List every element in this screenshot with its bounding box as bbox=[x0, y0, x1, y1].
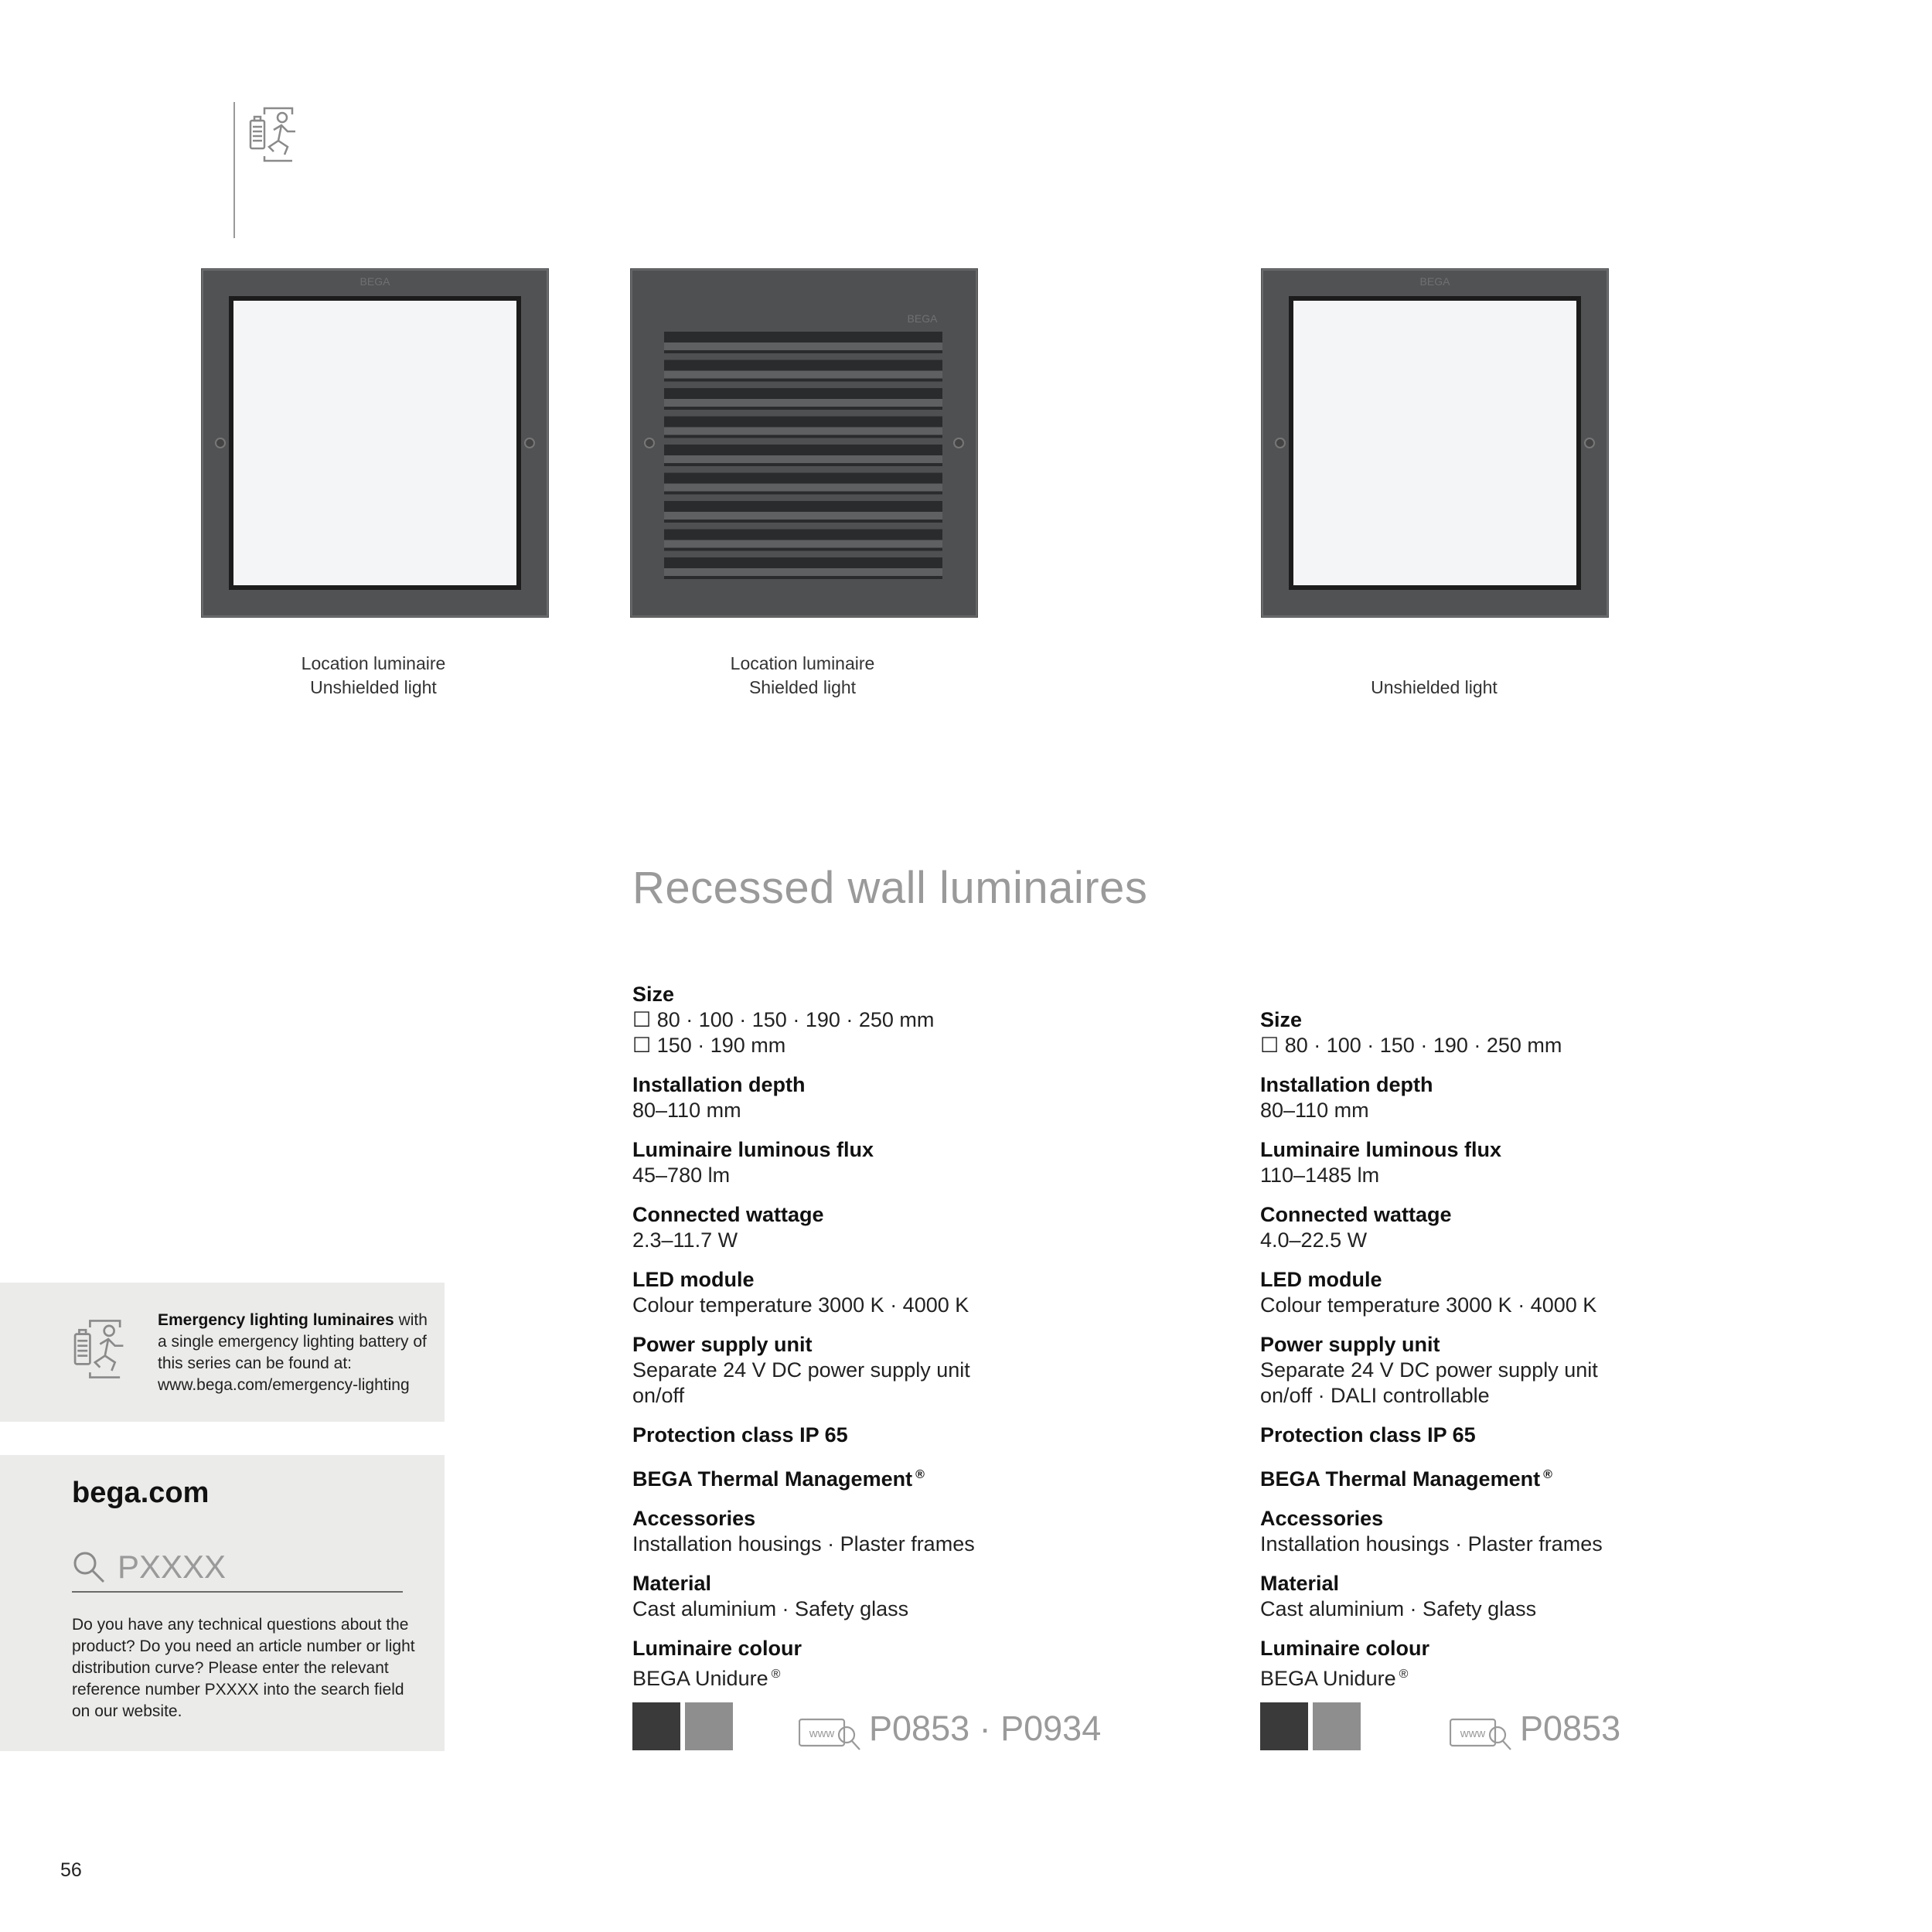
spec-value: on/off bbox=[632, 1384, 685, 1407]
section-heading: Recessed wall luminaires bbox=[632, 863, 1148, 913]
caption-line: Unshielded light bbox=[1371, 677, 1498, 697]
spec-colour bbox=[1260, 1636, 1801, 1692]
search-placeholder: PXXXX bbox=[118, 1549, 227, 1585]
website-info-text: Do you have any technical questions about the product? Do you need an article number or light distribution curve? Please enter the relevant reference number PXXXX into the search field on our website. bbox=[72, 1616, 415, 1720]
spec-thermal bbox=[1260, 1462, 1801, 1492]
emergency-lighting-icon bbox=[246, 104, 315, 165]
spec-label: Protection class IP 65 bbox=[632, 1423, 848, 1446]
spec-value: on/off · DALI controllable bbox=[1260, 1384, 1490, 1407]
emergency-info-bold: Emergency lighting luminaires bbox=[158, 1311, 394, 1329]
spec-label: Luminaire luminous flux bbox=[1260, 1138, 1502, 1161]
spec-label: Material bbox=[1260, 1572, 1340, 1595]
spec-depth bbox=[1260, 1072, 1801, 1123]
spec-value: 2.3–11.7 W bbox=[632, 1228, 738, 1252]
spec-label: Size bbox=[1260, 1008, 1303, 1031]
spec-material bbox=[632, 1571, 1174, 1622]
spec-label: Installation depth bbox=[632, 1073, 806, 1096]
colour-text: BEGA Unidure bbox=[1260, 1667, 1396, 1690]
thermal-text: BEGA Thermal Management bbox=[1260, 1467, 1541, 1491]
spec-flux bbox=[1260, 1137, 1801, 1188]
spec-value: 45–780 lm bbox=[632, 1164, 731, 1187]
spec-value: Colour temperature 3000 K · 4000 K bbox=[1260, 1293, 1597, 1317]
spec-value: Installation housings · Plaster frames bbox=[1260, 1532, 1603, 1555]
product-codes-left[interactable]: P0853 · P0934 bbox=[869, 1709, 1102, 1748]
spec-led bbox=[632, 1267, 1174, 1318]
spec-label: Luminaire colour bbox=[1260, 1637, 1430, 1660]
registered-mark: ® bbox=[915, 1468, 925, 1481]
louvre-slat bbox=[664, 540, 942, 548]
spec-value: 110–1485 lm bbox=[1260, 1164, 1380, 1187]
caption-line: Unshielded light bbox=[310, 677, 437, 697]
spec-value bbox=[632, 1661, 1174, 1692]
spec-flux bbox=[632, 1137, 1174, 1188]
spec-value: Cast aluminium · Safety glass bbox=[1260, 1597, 1537, 1620]
louvre-slat bbox=[664, 399, 942, 407]
spec-label: Connected wattage bbox=[1260, 1203, 1452, 1226]
svg-text:BEGA: BEGA bbox=[1419, 275, 1450, 288]
caption-line: Location luminaire bbox=[730, 653, 875, 673]
spec-accessories bbox=[1260, 1506, 1801, 1557]
louvre-slat bbox=[664, 371, 942, 379]
spec-ip bbox=[632, 1423, 1174, 1448]
spec-accessories bbox=[632, 1506, 1174, 1557]
swatch-silver bbox=[685, 1702, 733, 1750]
spec-value: Colour temperature 3000 K · 4000 K bbox=[632, 1293, 969, 1317]
luminaire-image-unshielded-2 bbox=[1261, 268, 1609, 618]
spec-value: 80–110 mm bbox=[632, 1099, 741, 1122]
svg-text:BEGA: BEGA bbox=[907, 312, 938, 325]
spec-label: Power supply unit bbox=[632, 1333, 813, 1356]
spec-value: Cast aluminium · Safety glass bbox=[632, 1597, 909, 1620]
spec-wattage bbox=[632, 1202, 1174, 1253]
registered-mark: ® bbox=[1399, 1668, 1409, 1681]
www-search-icon bbox=[1450, 1718, 1513, 1752]
louvre-slat bbox=[664, 455, 942, 463]
spec-label: Material bbox=[632, 1572, 712, 1595]
colour-text: BEGA Unidure bbox=[632, 1667, 768, 1690]
spec-label bbox=[1260, 1462, 1801, 1492]
search-icon bbox=[72, 1550, 106, 1584]
svg-text:www: www bbox=[1460, 1727, 1486, 1740]
louvre-slat bbox=[664, 512, 942, 520]
spec-value: ☐ 80 · 100 · 150 · 190 · 250 mm bbox=[1260, 1034, 1562, 1057]
emergency-lighting-icon bbox=[70, 1316, 145, 1382]
spec-depth bbox=[632, 1072, 1174, 1123]
caption-line: Shielded light bbox=[748, 677, 857, 697]
emergency-info-rest: with a single emergency lighting battery of this series can be found at: www.bega.com/emergency-lighting bbox=[158, 1311, 428, 1394]
spec-label: LED module bbox=[1260, 1268, 1382, 1291]
spec-value: 4.0–22.5 W bbox=[1260, 1228, 1368, 1252]
spec-value: Separate 24 V DC power supply unit bbox=[632, 1358, 970, 1382]
product-codes-right[interactable]: P0853 bbox=[1520, 1709, 1621, 1748]
spec-label: Installation depth bbox=[1260, 1073, 1433, 1096]
spec-size bbox=[632, 982, 1174, 1058]
swatch-graphite bbox=[632, 1702, 680, 1750]
louvre-slat bbox=[664, 568, 942, 576]
spec-value: Separate 24 V DC power supply unit bbox=[1260, 1358, 1598, 1382]
svg-text:BEGA: BEGA bbox=[359, 275, 390, 288]
swatch-graphite bbox=[1260, 1702, 1308, 1750]
search-underline bbox=[72, 1591, 403, 1593]
spec-thermal bbox=[632, 1462, 1174, 1492]
louvre-slat bbox=[664, 484, 942, 492]
spec-colour bbox=[632, 1636, 1174, 1692]
svg-text:www: www bbox=[809, 1727, 835, 1740]
caption-line: Location luminaire bbox=[301, 653, 446, 673]
spec-label: Luminaire luminous flux bbox=[632, 1138, 874, 1161]
spec-label bbox=[632, 1462, 1174, 1492]
louvre-slat bbox=[664, 428, 942, 435]
spec-ip bbox=[1260, 1423, 1801, 1448]
page-number: 56 bbox=[60, 1859, 82, 1881]
spec-psu bbox=[1260, 1332, 1801, 1409]
spec-value: ☐ 80 · 100 · 150 · 190 · 250 mm bbox=[632, 1008, 935, 1031]
swatch-silver bbox=[1313, 1702, 1361, 1750]
spec-led bbox=[1260, 1267, 1801, 1318]
spec-label: Luminaire colour bbox=[632, 1637, 802, 1660]
spec-list-right bbox=[1260, 1007, 1801, 1705]
spec-label: Size bbox=[632, 983, 675, 1006]
emergency-info-text bbox=[158, 1310, 436, 1396]
caption-product-3 bbox=[1260, 676, 1608, 700]
registered-mark: ® bbox=[771, 1668, 781, 1681]
divider-line bbox=[233, 102, 235, 238]
spec-label: LED module bbox=[632, 1268, 755, 1291]
spec-value bbox=[1260, 1661, 1801, 1692]
www-search-icon bbox=[799, 1718, 862, 1752]
luminaire-image-shielded bbox=[630, 268, 978, 618]
spec-material bbox=[1260, 1571, 1801, 1622]
thermal-text: BEGA Thermal Management bbox=[632, 1467, 913, 1491]
spec-size bbox=[1260, 1007, 1801, 1058]
louvre-slat bbox=[664, 342, 942, 350]
spec-psu bbox=[632, 1332, 1174, 1409]
spec-label: Power supply unit bbox=[1260, 1333, 1440, 1356]
spec-label: Accessories bbox=[1260, 1507, 1384, 1530]
caption-product-1 bbox=[199, 652, 547, 700]
website-title[interactable]: bega.com bbox=[72, 1477, 210, 1509]
spec-list-left bbox=[632, 982, 1174, 1705]
spec-label: Protection class IP 65 bbox=[1260, 1423, 1476, 1446]
spec-value: ☐ 150 · 190 mm bbox=[632, 1034, 786, 1057]
spec-value: 80–110 mm bbox=[1260, 1099, 1369, 1122]
spec-label: Accessories bbox=[632, 1507, 756, 1530]
registered-mark: ® bbox=[1543, 1468, 1552, 1481]
spec-value: Installation housings · Plaster frames bbox=[632, 1532, 975, 1555]
spec-label: Connected wattage bbox=[632, 1203, 824, 1226]
spec-wattage bbox=[1260, 1202, 1801, 1253]
caption-product-2 bbox=[629, 652, 976, 700]
luminaire-image-unshielded bbox=[201, 268, 549, 618]
